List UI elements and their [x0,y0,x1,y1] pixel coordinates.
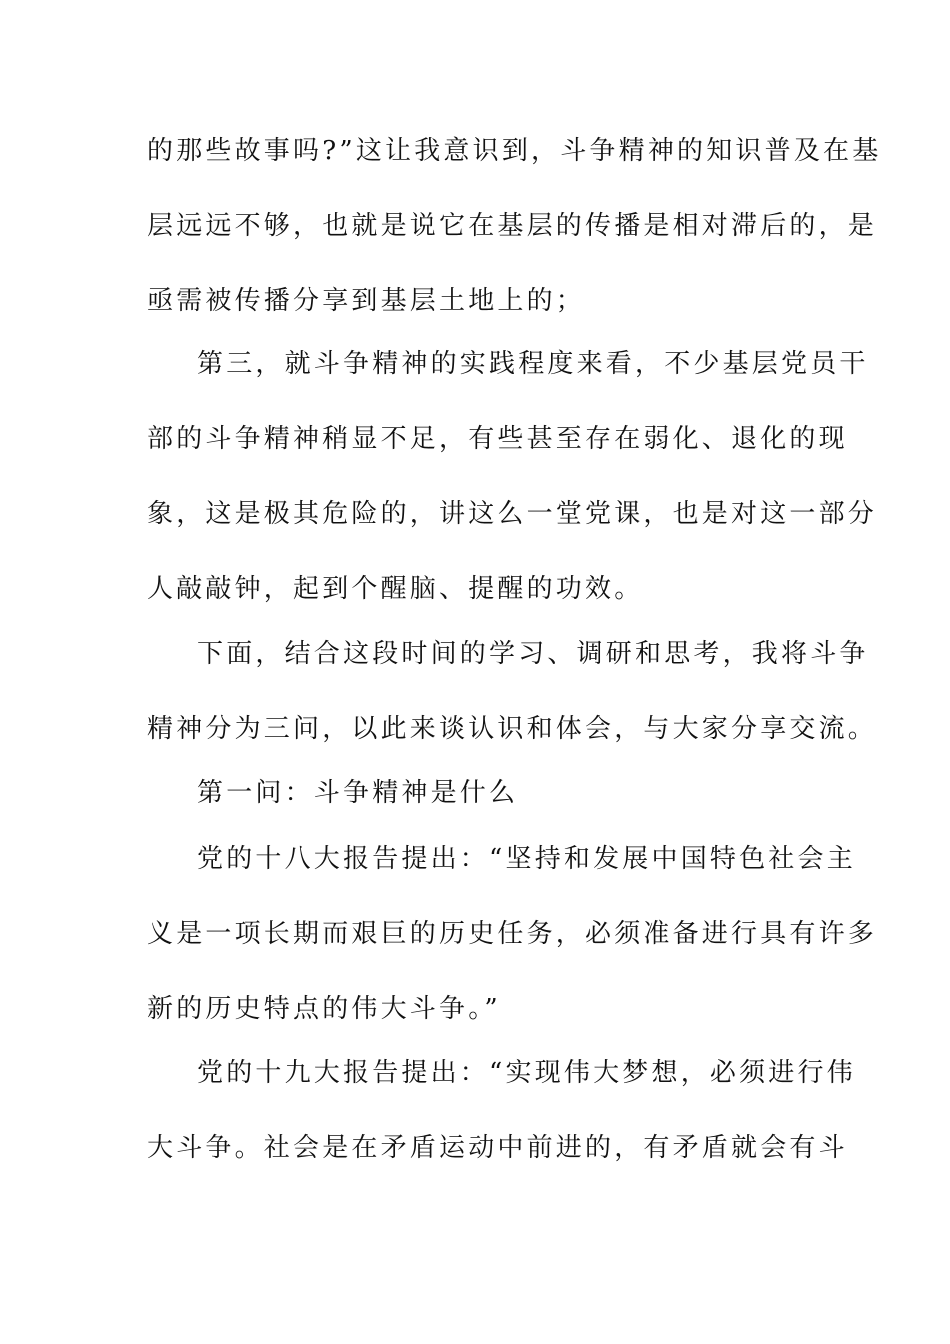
text-line: 人敲敲钟，起到个醒脑、提醒的功效。 [147,574,644,604]
text-line: 大斗争。社会是在矛盾运动中前进的，有矛盾就会有斗 [147,1133,848,1163]
paragraph-first-line: 党的十八大报告提出：“坚持和发展中国特色社会主 [197,844,856,874]
text-line: 亟需被传播分享到基层土地上的； [147,286,586,316]
paragraph-first-line: 下面，结合这段时间的学习、调研和思考，我将斗争 [197,639,869,669]
text-line: 部的斗争精神稍显不足，有些甚至存在弱化、退化的现 [147,424,848,454]
text-line: 新的历史特点的伟大斗争。” [147,994,501,1024]
text-line: 精神分为三问，以此来谈认识和体会，与大家分享交流。 [147,714,878,744]
section-heading: 第一问：斗争精神是什么 [197,778,519,808]
text-line: 义是一项长期而艰巨的历史任务，必须准备进行具有许多 [147,919,878,949]
paragraph-first-line: 第三，就斗争精神的实践程度来看，不少基层党员干 [197,349,869,379]
paragraph-first-line: 党的十九大报告提出：“实现伟大梦想，必须进行伟 [197,1058,856,1088]
text-line: 象，这是极其危险的，讲这么一堂党课，也是对这一部分 [147,499,878,529]
text-line: 层远远不够，也就是说它在基层的传播是相对滞后的，是 [147,211,878,241]
text-line: 的那些故事吗?”这让我意识到，斗争精神的知识普及在基 [147,136,882,166]
